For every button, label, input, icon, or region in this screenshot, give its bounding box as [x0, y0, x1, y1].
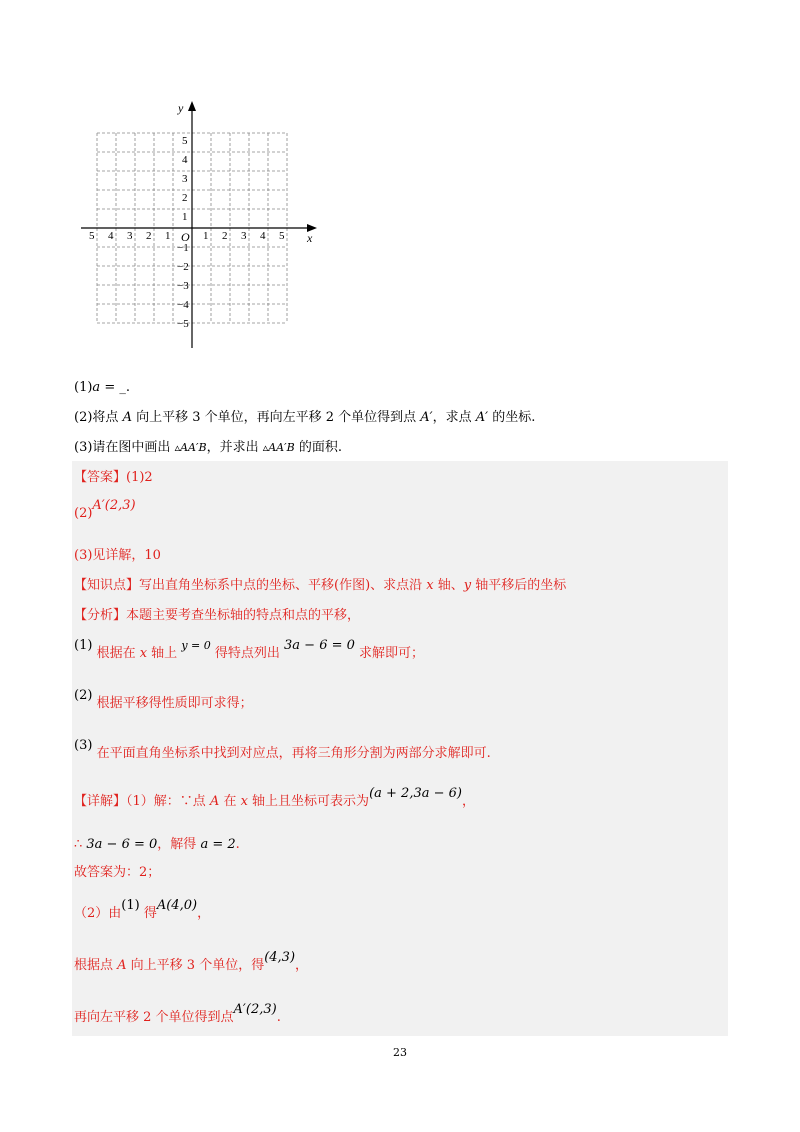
knowledge-points: 【知识点】写出直角坐标系中点的坐标、平移(作图)、求点沿 x 轴、y 轴平移后的坐标	[74, 578, 567, 593]
x-tick-label: 4	[260, 230, 266, 242]
coordinate-grid-figure	[75, 98, 325, 353]
y-tick-label: −4	[177, 299, 189, 311]
analysis-heading: 【分析】本题主要考查坐标轴的特点和点的平移，	[74, 608, 361, 623]
x-axis-label: x	[307, 231, 313, 245]
answer-line-2: (2)A′(2,3)	[74, 498, 136, 521]
x-tick-label: 2	[222, 230, 228, 242]
y-axis-label: y	[178, 101, 184, 115]
detail-line-5: 根据点 A 向上平移 3 个单位，得(4,3)，	[74, 950, 309, 973]
y-tick-label: 4	[182, 154, 188, 166]
question-3: (3)请在图中画出 ▵AA′B，并求出 ▵AA′B 的面积.	[74, 440, 342, 455]
y-tick-label: 1	[182, 211, 188, 223]
analysis-step-2: (2) 根据平移得性质即可求得；	[74, 688, 253, 711]
detail-line-3: 故答案为：2；	[74, 865, 161, 880]
detail-line-6: 再向左平移 2 个单位得到点A′(2,3).	[74, 1002, 281, 1025]
question-1: (1)a = _.	[74, 380, 130, 395]
detail-line-4: （2）由(1) 得A(4,0)，	[74, 898, 211, 921]
analysis-step-1: (1) 根据在 x 轴上 $^{y = 0}$ 得特点列出 3a − 6 = 0 求解即可；	[74, 638, 425, 661]
x-tick-label: 5	[89, 230, 95, 242]
y-tick-label: −5	[177, 318, 189, 330]
x-tick-label: 2	[146, 230, 152, 242]
x-tick-label: 5	[279, 230, 285, 242]
x-tick-label: 1	[165, 230, 171, 242]
page-number: 23	[393, 1046, 407, 1059]
y-tick-label: 2	[182, 192, 188, 204]
x-tick-label: 3	[241, 230, 247, 242]
question-2: (2)将点 A 向上平移 3 个单位，再向左平移 2 个单位得到点 A′，求点 A′ 的坐标.	[74, 410, 536, 425]
analysis-step-3: (3) 在平面直角坐标系中找到对应点，再将三角形分割为两部分求解即可.	[74, 738, 491, 761]
y-tick-label: −1	[177, 242, 189, 254]
x-tick-label: 1	[203, 230, 209, 242]
origin-label: O	[181, 230, 190, 244]
y-tick-label: −3	[177, 280, 189, 292]
answer-line-3: (3)见详解，10	[74, 548, 161, 563]
x-tick-label: 3	[127, 230, 133, 242]
answer-line-1: 【答案】(1)2	[74, 470, 153, 485]
y-tick-label: 3	[182, 173, 188, 185]
y-axis-arrow	[188, 101, 196, 111]
y-tick-label: 5	[182, 135, 188, 147]
detail-line-1: 【详解】（1）解：∵点 A 在 x 轴上且坐标可表示为(a + 2,3a − 6)，	[74, 786, 475, 809]
y-tick-label: −2	[177, 261, 189, 273]
detail-line-2: ∴ 3a − 6 = 0，解得 a = 2.	[74, 837, 240, 852]
x-tick-label: 4	[108, 230, 114, 242]
